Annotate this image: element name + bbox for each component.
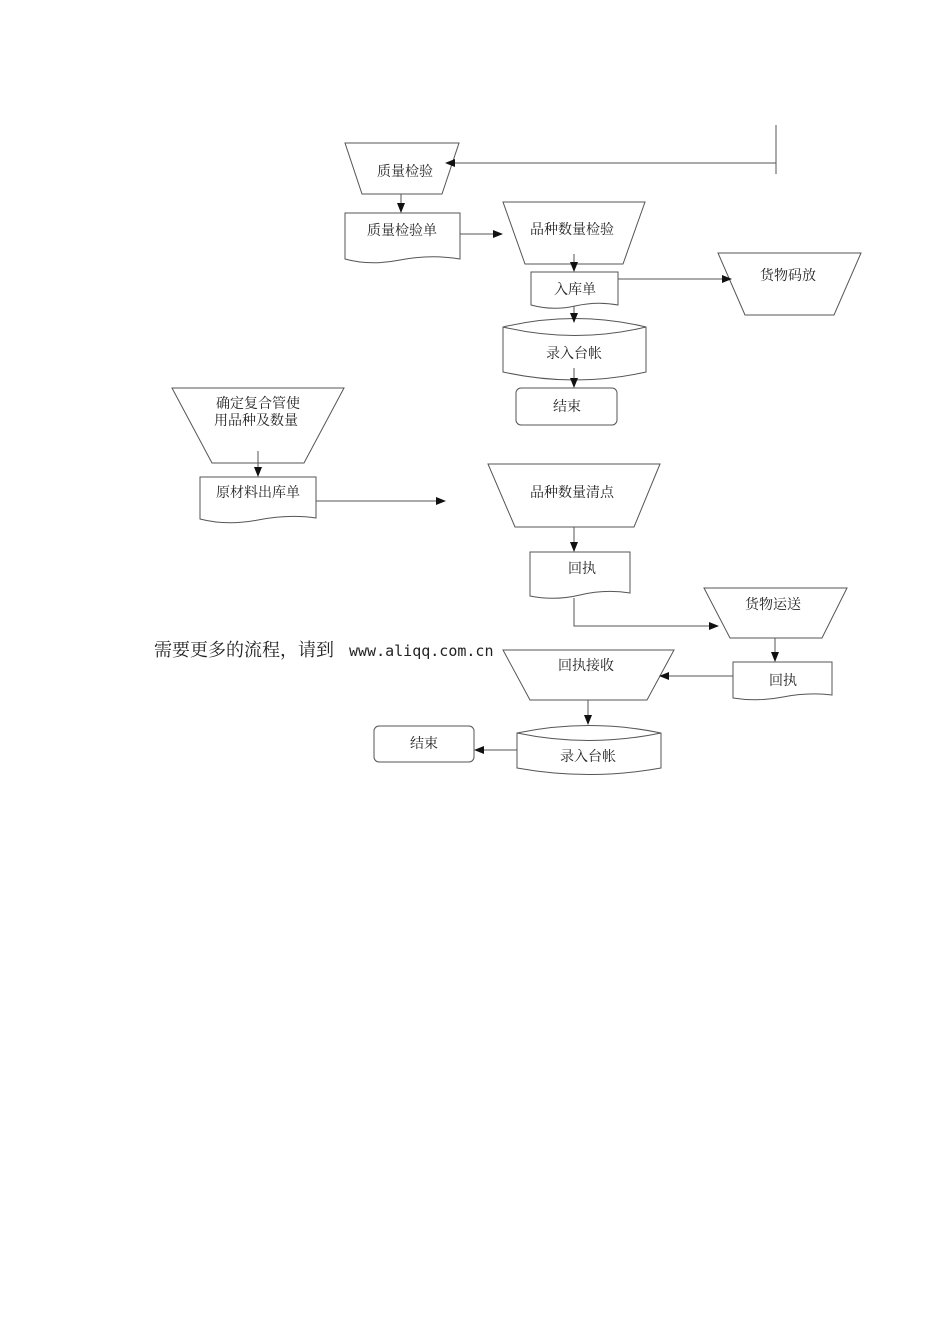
footer-text: 需要更多的流程，请到 — [154, 640, 334, 661]
variety-qty-check-label: 品种数量检验 — [530, 222, 614, 238]
end-1-node — [516, 388, 617, 425]
ledger-entry-2-node — [517, 726, 661, 775]
determine-pipe-label-line1: 确定复合管使 — [216, 396, 300, 412]
edge-receipt-1-to-transport — [574, 598, 718, 626]
goods-stacking-node — [718, 253, 861, 315]
receipt-1-node — [530, 552, 630, 598]
receipt-receive-node — [503, 650, 674, 700]
goods-transport-label: 货物运送 — [745, 597, 801, 613]
footer-url: www.aliqq.com.cn — [349, 642, 494, 660]
goods-stacking-label: 货物码放 — [760, 268, 816, 284]
end-1-label: 结束 — [553, 399, 581, 415]
quality-check-form-label: 质量检验单 — [367, 223, 437, 239]
end-2-node — [374, 726, 474, 762]
variety-qty-count-node — [488, 464, 660, 527]
warehouse-in-form-node — [531, 272, 618, 308]
receipt-receive-label: 回执接收 — [558, 658, 614, 674]
goods-transport-node — [704, 588, 847, 638]
warehouse-in-form-label: 入库单 — [554, 282, 596, 298]
receipt-2-node — [733, 662, 832, 700]
material-out-form-label: 原材料出库单 — [216, 485, 300, 501]
determine-pipe-label-line2: 用品种及数量 — [214, 413, 298, 429]
receipt-1-label: 回执 — [568, 561, 596, 577]
end-2-label: 结束 — [410, 736, 438, 752]
quality-check-form-node — [345, 213, 460, 263]
receipt-2-label: 回执 — [769, 673, 797, 689]
quality-check-label: 质量检验 — [377, 164, 433, 180]
variety-qty-count-label: 品种数量清点 — [530, 485, 614, 501]
ledger-entry-1-label: 录入台帐 — [546, 346, 602, 362]
material-out-form-node — [200, 477, 316, 523]
quality-check-node — [345, 143, 459, 194]
ledger-entry-2-label: 录入台帐 — [560, 749, 616, 765]
